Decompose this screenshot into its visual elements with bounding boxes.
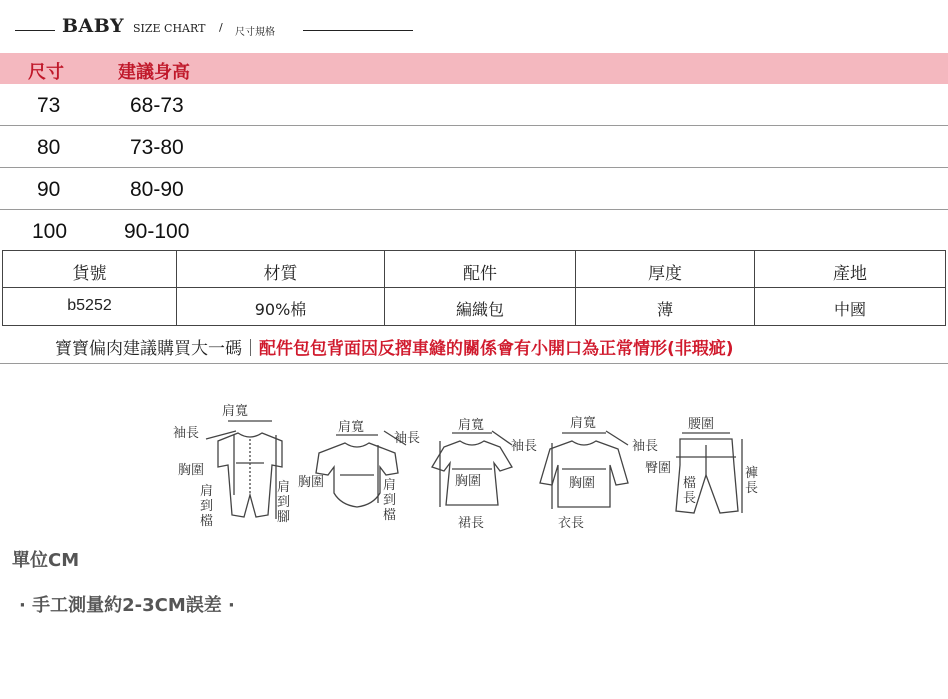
pants-crotch-label: 檔長 (683, 476, 697, 506)
dress-shoulder-label: 肩寬 (458, 418, 485, 433)
header-thickness: 厚度 (648, 264, 682, 284)
header-rule-left (15, 30, 55, 31)
note-advice: 寶寶偏肉建議購買大一碼｜ (55, 339, 259, 359)
row-divider (0, 167, 948, 168)
dress-chest-label: 胸圍 (455, 474, 482, 489)
top-shoulder-label: 肩寬 (570, 416, 597, 431)
bodysuit-chest-label: 胸圍 (298, 475, 325, 490)
height-column-header: 建議身高 (118, 62, 190, 83)
top-length-label: 衣長 (558, 516, 585, 531)
header-rule-right (303, 30, 413, 31)
header-subtitle-zh: 尺寸規格 (235, 27, 275, 38)
header-subtitle: SIZE CHART (133, 22, 206, 35)
header-origin: 產地 (833, 264, 867, 284)
header-brand: BABY (62, 15, 125, 37)
note-accessory-warning: 配件包包背面因反摺車縫的關係會有小開口為正常情形(非瑕疵) (259, 339, 734, 359)
measurement-error-note: · 手工測量約2-3CM誤差 · (19, 595, 235, 616)
value-accessory: 編織包 (455, 300, 504, 319)
top-chest-label: 胸圍 (569, 476, 596, 491)
romper-illustration (206, 421, 282, 519)
size-cell: 73 (37, 94, 61, 117)
size-table-header (0, 53, 948, 84)
pants-length-label: 褲長 (745, 466, 759, 496)
pants-waist-label: 腰圍 (688, 417, 715, 432)
row-divider (0, 209, 948, 210)
romper-chest-label: 胸圍 (178, 463, 205, 478)
header-material: 材質 (263, 264, 298, 284)
size-cell: 100 (32, 220, 68, 243)
unit-label: 單位CM (12, 550, 80, 571)
height-cell: 90-100 (124, 220, 190, 243)
product-info-table (2, 250, 946, 326)
header-separator: / (219, 21, 223, 34)
size-column-header: 尺寸 (28, 62, 64, 83)
bodysuit-shoulder-crotch-label: 肩到檔 (383, 478, 397, 523)
value-material: 90%棉 (254, 300, 307, 319)
bodysuit-shoulder-label: 肩寬 (338, 420, 365, 435)
romper-shoulder-label: 肩寬 (222, 404, 249, 419)
size-cell: 80 (37, 136, 61, 159)
height-cell: 68-73 (130, 94, 184, 117)
value-origin: 中國 (833, 300, 866, 319)
romper-shoulder-crotch-label: 肩到檔 (200, 484, 214, 529)
romper-sleeve-label: 袖長 (173, 426, 200, 441)
romper-shoulder-foot-label: 肩到腳 (277, 480, 291, 525)
purchase-note (55, 334, 734, 359)
header-item-no: 貨號 (72, 264, 107, 284)
height-cell: 73-80 (130, 136, 184, 159)
size-cell: 90 (37, 178, 61, 201)
value-item-no: b5252 (67, 297, 112, 314)
note-divider (0, 363, 948, 364)
height-cell: 80-90 (130, 178, 184, 201)
dress-illustration (432, 431, 512, 507)
header-accessory: 配件 (463, 264, 497, 284)
value-thickness: 薄 (656, 300, 673, 319)
dress-sleeve-label: 袖長 (511, 439, 538, 454)
bodysuit-sleeve-label: 袖長 (394, 431, 421, 446)
top-sleeve-label: 袖長 (632, 439, 659, 454)
top-illustration (540, 431, 628, 509)
row-divider (0, 125, 948, 126)
row-divider (3, 287, 945, 288)
pants-hip-label: 臀圍 (645, 461, 672, 476)
dress-skirt-label: 裙長 (458, 516, 485, 531)
